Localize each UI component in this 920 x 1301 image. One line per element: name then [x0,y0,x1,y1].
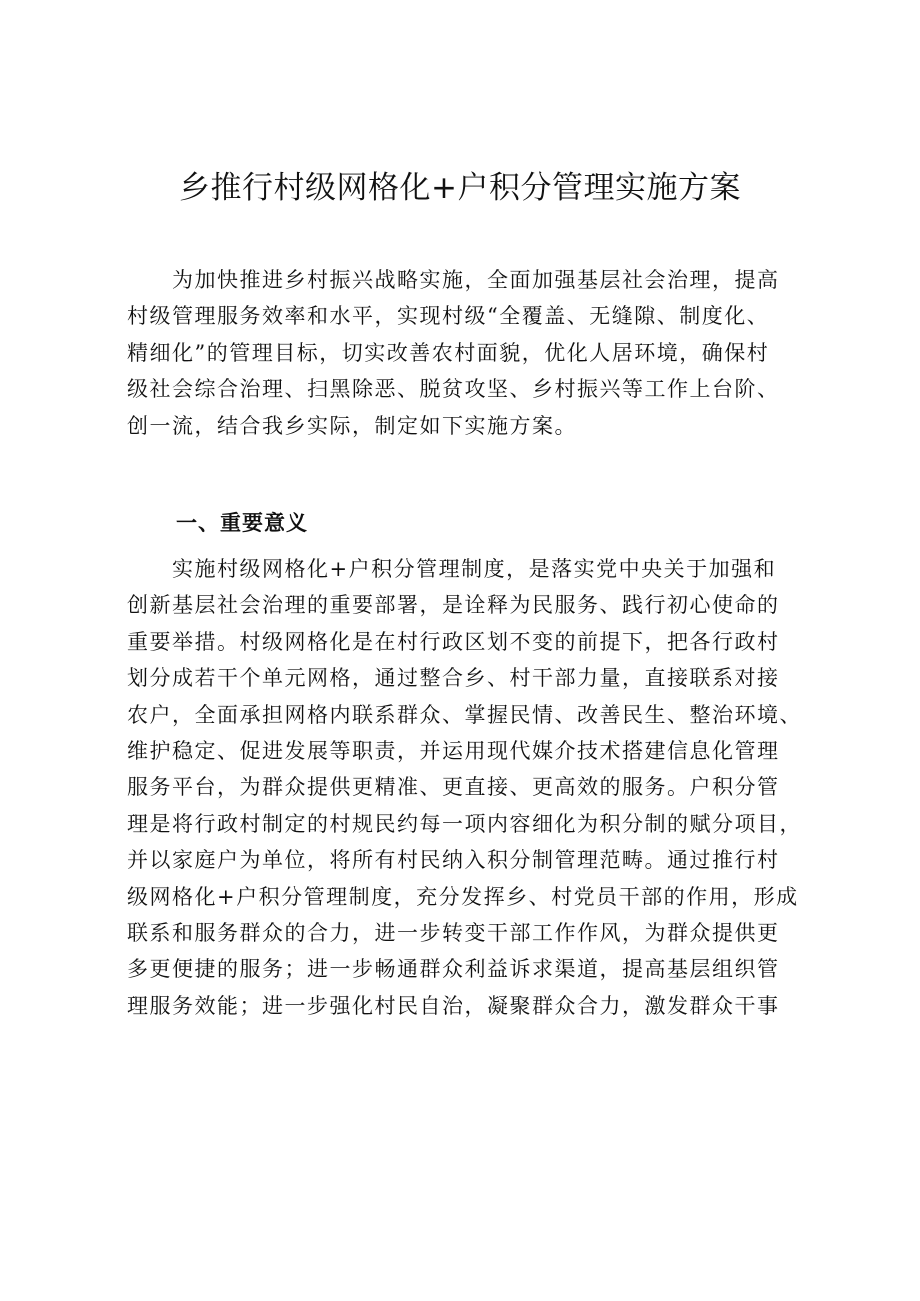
paragraph-line: 创一流，结合我乡实际，制定如下实施方案。 [127,413,577,438]
paragraph-line: 重要举措。村级网格化是在村行政区划不变的前提下，把各行政村 [127,629,780,654]
paragraph-line: 服务平台，为群众提供更精准、更直接、更高效的服务。户积分管 [127,775,780,800]
paragraph-line: 级网格化+户积分管理制度，充分发挥乡、村党员干部的作用，形成 [127,884,799,909]
paragraph-line: 为加快推进乡村振兴战略实施，全面加强基层社会治理，提高 [127,268,780,292]
paragraph-line: 维护稳定、促进发展等职责，并运用现代媒介技术搭建信息化管理 [127,738,780,763]
document-title: 乡推行村级网格化+户积分管理实施方案 [179,170,741,206]
paragraph-line: 农户，全面承担网格内联系群众、掌握民情、改善民生、整治环境、 [127,702,802,727]
paragraph-line: 村级管理服务效率和水平，实现村级“全覆盖、无缝隙、制度化、 [127,304,770,329]
paragraph-line: 理服务效能；进一步强化村民自治，凝聚群众合力，激发群众干事 [127,993,780,1018]
paragraph-line: 创新基层社会治理的重要部署，是诠释为民服务、践行初心使命的 [127,593,780,618]
paragraph-line: 级社会综合治理、扫黑除恶、脱贫攻坚、乡村振兴等工作上台阶、 [127,377,780,402]
intro-paragraph [127,262,817,444]
paragraph-line: 精细化”的管理目标，切实改善农村面貌，优化人居环境，确保村 [127,340,770,365]
paragraph-line: 实施村级网格化+户积分管理制度，是落实党中央关于加强和 [127,557,777,581]
section-paragraph [127,551,817,1024]
paragraph-line: 联系和服务群众的合力，进一步转变干部工作作风，为群众提供更 [127,920,780,945]
paragraph-line: 并以家庭户为单位，将所有村民纳入积分制管理范畴。通过推行村 [127,848,780,873]
section-heading: 一、重要意义 [176,511,308,535]
paragraph-line: 划分成若干个单元网格，通过整合乡、村干部力量，直接联系对接 [127,666,780,691]
paragraph-line: 理是将行政村制定的村规民约每一项内容细化为积分制的赋分项目， [127,811,802,836]
paragraph-line: 多更便捷的服务；进一步畅通群众利益诉求渠道，提高基层组织管 [127,957,780,982]
